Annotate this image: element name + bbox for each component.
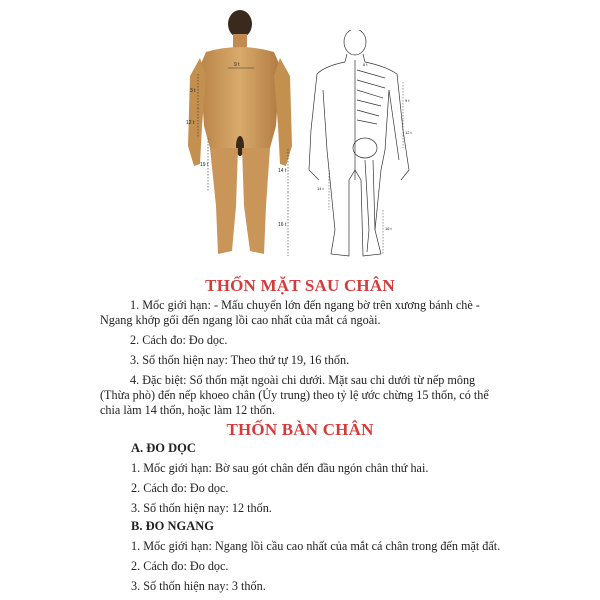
svg-text:8 t: 8 t — [363, 62, 368, 67]
svg-text:16 t: 16 t — [278, 222, 287, 228]
paragraph: 2. Cách đo: Đo dọc. — [130, 333, 228, 347]
back-view-photo — [178, 6, 303, 261]
svg-text:16 t: 16 t — [385, 226, 392, 231]
svg-text:14 t: 14 t — [278, 168, 287, 174]
paragraph: 3. Số thốn hiện nay: Theo thứ tự 19, 16 thốn. — [130, 353, 350, 367]
paragraph: (Thừa phò) đến nếp khoeo chân (Ủy trung) theo tỷ lệ ước chừng 15 thốn, có thể — [100, 388, 489, 402]
paragraph: 1. Mốc giới hạn: Bờ sau gót chân đến đầu ngón chân thứ hai. — [131, 461, 429, 475]
svg-text:9 t: 9 t — [234, 62, 240, 68]
subheading-longitudinal: A. ĐO DỌC — [131, 441, 196, 455]
svg-text:19 t: 19 t — [200, 162, 209, 168]
subheading-transverse: B. ĐO NGANG — [131, 519, 214, 533]
paragraph: Ngang khớp gối đến ngang lồi cao nhất của mắt cá ngoài. — [100, 313, 381, 327]
svg-text:9 t: 9 t — [405, 98, 410, 103]
section-title-back-leg: THỐN MẶT SAU CHÂN — [205, 276, 395, 295]
paragraph: 3. Số thốn hiện nay: 12 thốn. — [131, 501, 272, 515]
paragraph: 2. Cách đo: Đo dọc. — [131, 481, 229, 495]
paragraph: 4. Đặc biệt: Số thốn mặt ngoài chi dưới. Mặt sau chi dưới từ nếp mông — [130, 373, 476, 387]
paragraph: 1. Mốc giới hạn: Ngang lồi cầu cao nhất của mắt cá chân trong đến mặt đất. — [131, 539, 501, 553]
svg-text:12 t: 12 t — [186, 120, 195, 126]
paragraph: chia làm 14 thốn, hoặc làm 12 thốn. — [100, 403, 275, 417]
back-view-skeleton-drawing — [305, 30, 430, 265]
paragraph: 3. Số thốn hiện nay: 3 thốn. — [131, 579, 266, 593]
section-title-foot: THỐN BÀN CHÂN — [226, 420, 374, 439]
paragraph: 2. Cách đo: Đo dọc. — [131, 559, 229, 573]
anatomy-figures — [0, 0, 600, 268]
svg-text:3 t: 3 t — [190, 88, 196, 94]
svg-text:14 t: 14 t — [317, 186, 324, 191]
svg-text:12 t: 12 t — [405, 130, 412, 135]
paragraph: 1. Mốc giới hạn: - Mấu chuyển lớn đến ngang bờ trên xương bánh chè - — [130, 298, 480, 312]
